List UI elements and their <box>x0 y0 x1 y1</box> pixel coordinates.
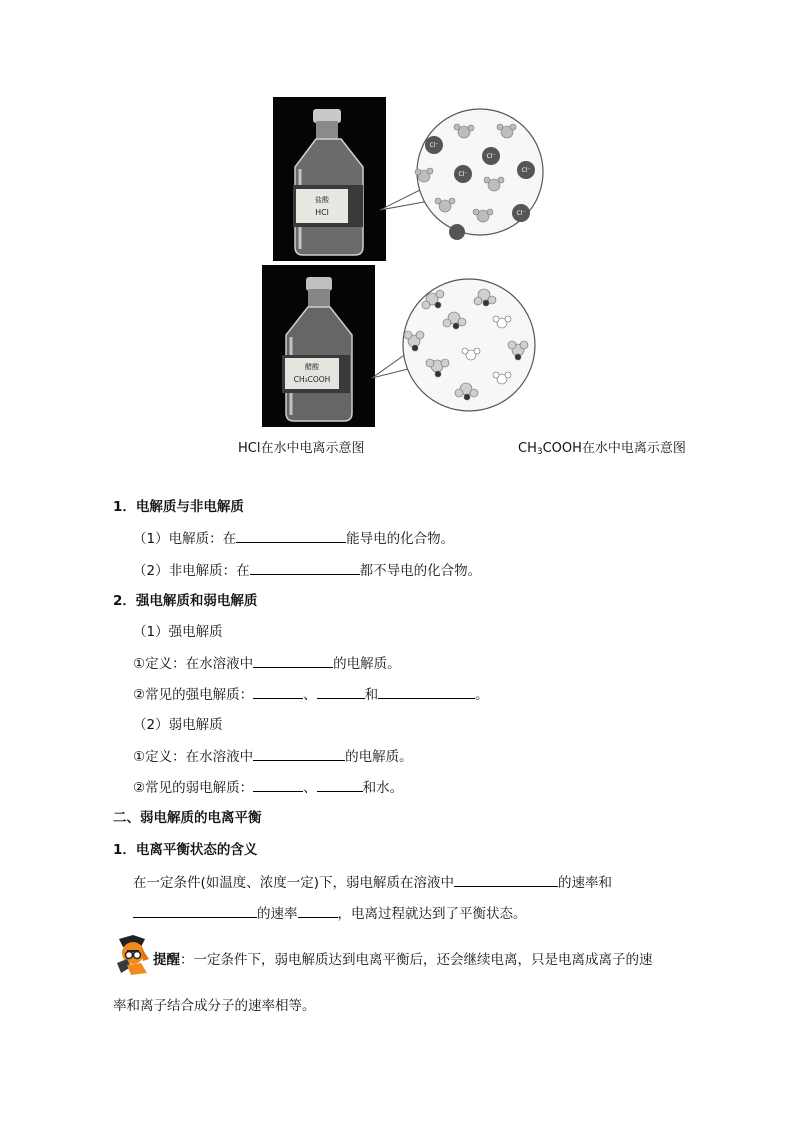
fill-blank[interactable] <box>253 777 303 792</box>
fill-blank[interactable] <box>298 903 338 918</box>
text-run: ①定义：在水溶液中 <box>133 749 254 765</box>
acetic-label-bottom: CH₃COOH <box>293 375 331 384</box>
tip-mascot-icon <box>111 933 155 977</box>
weak-electrolyte-common <box>133 777 403 798</box>
fill-blank[interactable] <box>253 746 345 761</box>
caption-formula-a: CH <box>518 441 537 456</box>
caption-hcl: HCl在水中电离示意图 <box>238 441 365 456</box>
text-run: ①定义：在水溶液中 <box>133 656 254 672</box>
strong-electrolyte-definition <box>133 653 401 674</box>
text-run: 和水。 <box>362 780 404 796</box>
text-run: 。 <box>475 687 489 703</box>
text-run: ，电离过程就达到了平衡状态。 <box>337 906 527 922</box>
hcl-label-bottom: HCl <box>315 208 329 217</box>
ion-label: Cl⁻ <box>458 171 468 178</box>
text-run: （2）非电解质：在 <box>133 563 250 579</box>
section-3-title: 1．电离平衡状态的含义 <box>113 842 258 858</box>
text-run: （1）电解质：在 <box>133 531 237 547</box>
text-run: ②常见的强电解质： <box>133 687 254 703</box>
section-1-title: 1．电解质与非电解质 <box>113 499 244 515</box>
text-run: 在一定条件(如温度、浓度一定)下，弱电解质在溶液中 <box>133 875 455 891</box>
acetic-acid-molecules-diagram <box>350 275 540 420</box>
acetic-label-top: 醋酸 <box>305 363 319 371</box>
strong-electrolyte-common <box>133 684 489 705</box>
text-run: 的电解质。 <box>345 749 413 765</box>
electrolyte-definition <box>133 528 454 549</box>
ion-label: Cl⁻ <box>521 167 531 174</box>
text-run: ：一定条件下，弱电解质达到电离平衡后，还会继续电离，只是电离成离子的速 <box>180 952 653 968</box>
strong-electrolyte-heading: （1）强电解质 <box>133 624 223 640</box>
fill-blank[interactable] <box>236 528 346 543</box>
fill-blank[interactable] <box>250 560 360 575</box>
caption-acetic-acid <box>518 437 686 457</box>
weak-electrolyte-definition <box>133 746 413 767</box>
fill-blank[interactable] <box>378 684 475 699</box>
caption-subscript: 3 <box>536 447 543 457</box>
text-run: 的速率和 <box>558 875 613 891</box>
tip-line-1 <box>153 950 653 970</box>
non-electrolyte-definition <box>133 560 481 581</box>
equilibrium-definition-line-2 <box>133 903 527 924</box>
section-2-title: 2．强电解质和弱电解质 <box>113 593 258 609</box>
hcl-ions-diagram <box>360 100 550 245</box>
text-run: ②常见的弱电解质： <box>133 780 254 796</box>
fill-blank[interactable] <box>454 872 558 887</box>
ion-label: Cl⁻ <box>516 210 526 217</box>
text-run: 都不导电的化合物。 <box>359 563 482 579</box>
ion-label: Cl⁻ <box>486 153 496 160</box>
fill-blank[interactable] <box>253 684 303 699</box>
text-run: 的速率 <box>257 906 298 922</box>
text-run: 、 <box>303 687 317 703</box>
fill-blank[interactable] <box>253 653 333 668</box>
weak-electrolyte-heading: （2）弱电解质 <box>133 717 223 733</box>
tip-line-2: 率和离子结合成分子的速率相等。 <box>113 998 316 1014</box>
text-run: 能导电的化合物。 <box>346 531 455 547</box>
text-run: 和 <box>364 687 379 703</box>
text-run: 的电解质。 <box>333 656 401 672</box>
equilibrium-definition-line-1 <box>133 872 612 893</box>
caption-formula-b: COOH在水中电离示意图 <box>542 441 686 456</box>
hcl-label-top: 盐酸 <box>315 196 329 204</box>
ion-label: Cl⁻ <box>429 142 439 149</box>
text-run: 、 <box>303 780 317 796</box>
part-2-title: 二、弱电解质的电离平衡 <box>113 810 262 826</box>
fill-blank[interactable] <box>317 684 365 699</box>
tip-label: 提醒 <box>153 952 180 968</box>
fill-blank[interactable] <box>317 777 363 792</box>
fill-blank[interactable] <box>133 903 257 918</box>
